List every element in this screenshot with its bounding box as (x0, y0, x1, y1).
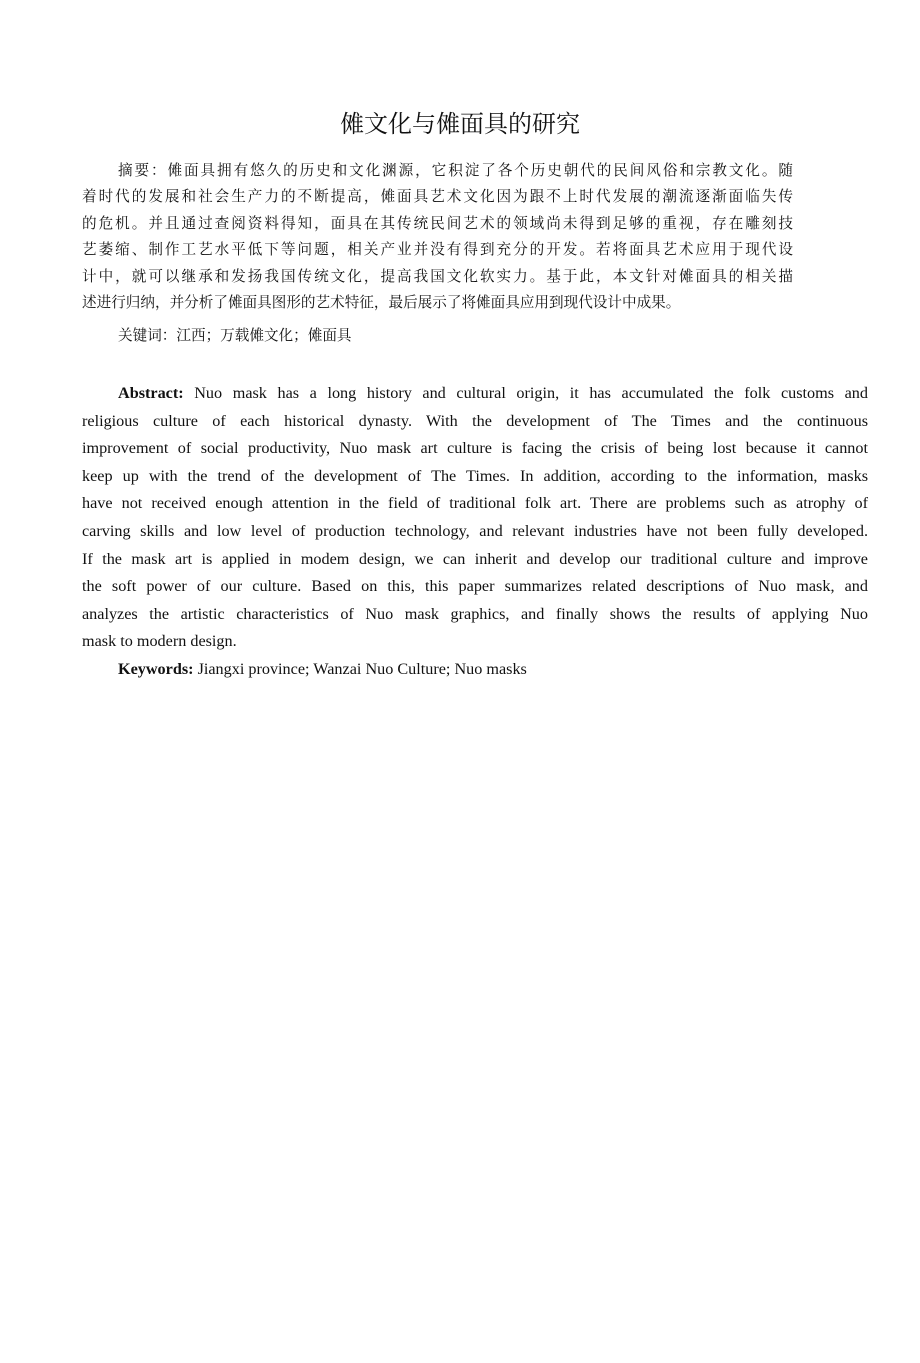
abstract-cn-label: 摘要： (118, 162, 168, 179)
keywords-cn (118, 323, 352, 349)
abstract-cn-line: 艺萎缩、制作工艺水平低下等问题，相关产业并没有得到充分的开发。若将面具艺术应用于现代设 (82, 241, 793, 259)
abstract-en-line: If the mask art is applied in modem design, we can inherit and develop our traditional culture and improve (82, 549, 868, 568)
abstract-cn-line: 计中，就可以继承和发扬我国传统文化，提高我国文化软实力。基于此，本文针对傩面具的相关描 (82, 267, 793, 285)
abstract-en-line: Abstract: Nuo mask has a long history and cultural origin, it has accumulated the folk customs and (118, 384, 868, 402)
abstract-en-line: keep up with the trend of the development of The Times. In addition, according to the information, masks (82, 466, 868, 485)
abstract-cn-line: 的危机。并且通过查阅资料得知，面具在其传统民间艺术的领域尚未得到足够的重视，存在雕刻技 (82, 214, 793, 232)
keywords-cn-label: 关键词： (118, 327, 177, 344)
abstract-en-line: mask to modern design. (82, 632, 237, 651)
keywords-cn-text: 江西；万载傩文化；傩面具 (176, 327, 352, 344)
keywords-en-text: Jiangxi province; Wanzai Nuo Culture; Nuo masks (193, 660, 527, 678)
abstract-en-label: Abstract: (118, 384, 184, 402)
abstract-en-line: religious culture of each historical dynasty. With the development of The Times and the continuous (82, 411, 868, 430)
abstract-en (82, 380, 868, 656)
abstract-cn-line: 述进行归纳，并分析了傩面具图形的艺术特征，最后展示了将傩面具应用到现代设计中成果。 (82, 293, 681, 311)
abstract-en-line: carving skills and low level of production technology, and relevant industries have not been fully developed. (82, 521, 868, 540)
abstract-cn (82, 158, 793, 316)
abstract-en-line: have not received enough attention in the field of traditional folk art. There are problems such as atrophy of (82, 494, 868, 513)
abstract-en-line: improvement of social productivity, Nuo mask art culture is facing the crisis of being lost because it cannot (82, 439, 868, 458)
abstract-cn-line: 着时代的发展和社会生产力的不断提高，傩面具艺术文化因为跟不上时代发展的潮流逐渐面临失传 (82, 188, 793, 206)
page-title: 傩文化与傩面具的研究 (340, 110, 580, 138)
abstract-cn-line: 摘要：傩面具拥有悠久的历史和文化渊源，它积淀了各个历史朝代的民间风俗和宗教文化。随 (118, 162, 793, 179)
abstract-en-line: analyzes the artistic characteristics of Nuo mask graphics, and finally shows the results of applying Nuo (82, 604, 868, 623)
abstract-en-line: the soft power of our culture. Based on this, this paper summarizes related descriptions of Nuo mask, and (82, 577, 868, 596)
keywords-en-label: Keywords: (118, 660, 194, 678)
keywords-en (118, 656, 527, 684)
